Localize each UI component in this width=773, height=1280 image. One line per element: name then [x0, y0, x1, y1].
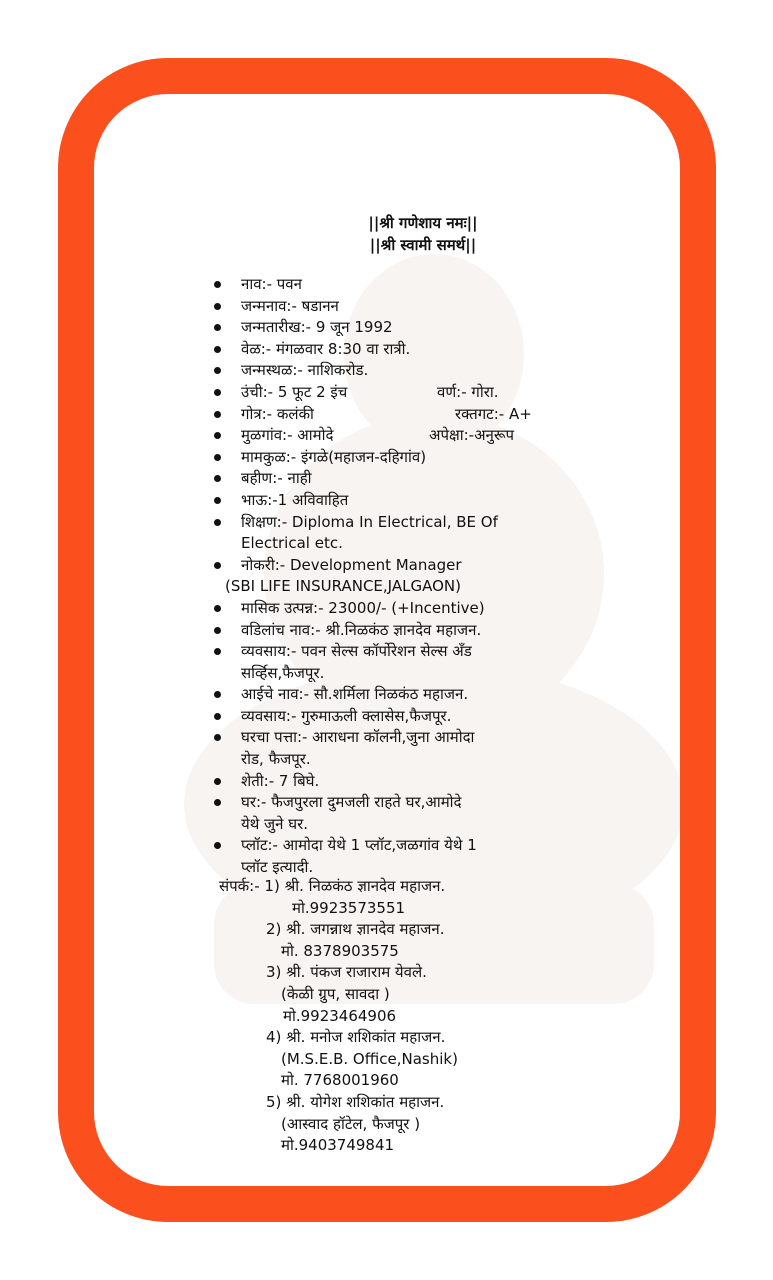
father-name-item: वडिलांच नाव:- श्री.निळकंठ ज्ञानदेव महाजन. — [207, 620, 627, 642]
blood-group-text: रक्तगट:- A+ — [455, 404, 532, 423]
birth-name-item: जन्मनाव:- षडानन — [207, 296, 627, 318]
father-business-item — [207, 641, 627, 684]
address-line-1: घरचा पत्ता:- आराधना कॉलनी,जुना आमोदा — [241, 728, 475, 747]
mother-name-item: आईचे नाव:- सौ.शर्मिला निळकंठ महाजन. — [207, 684, 627, 706]
contact-5-note: (आस्वाद हॉटेल, फैजपूर ) — [281, 1114, 421, 1133]
contact-5-name: 5) श्री. योगेश शशिकांत महाजन. — [266, 1092, 445, 1111]
education-line-2: Electrical etc. — [241, 534, 343, 553]
sister-item: बहीण:- नाही — [207, 468, 627, 490]
father-business-line-1: व्यवसाय:- पवन सेल्स कॉर्पोरेशन सेल्स अँड — [241, 642, 472, 661]
job-line-1: नोकरी:- Development Manager — [241, 555, 462, 574]
invocation-ganesh: ||श्री गणेशाय नमः|| — [368, 214, 478, 232]
contact-1-name: संपर्क:- 1) श्री. निळकंठ ज्ञानदेव महाजन. — [219, 877, 446, 895]
mother-business-item: व्यवसाय:- गुरुमाऊली क्लासेस,फैजपूर. — [207, 706, 627, 728]
house-item — [207, 792, 627, 835]
education-item — [207, 512, 627, 555]
gotra-blood-item — [207, 404, 627, 426]
expectation-text: अपेक्षा:-अनुरूप — [429, 426, 515, 445]
contact-3-phone: मो.9923464906 — [283, 1006, 397, 1025]
birth-date-item: जन्मतारीख:- 9 जून 1992 — [207, 317, 627, 339]
contact-1-phone: मो.9923573551 — [292, 898, 406, 917]
invocation-swami-samarth: ||श्री स्वामी समर्थ|| — [369, 236, 477, 254]
address-line-2: रोड, फैजपूर. — [241, 750, 311, 769]
name-item: नाव:- पवन — [207, 274, 627, 296]
native-place-text: मुळगांव:- आमोदे — [241, 426, 334, 445]
plot-line-1: प्लॉट:- आमोदा येथे 1 प्लॉट,जळगांव येथे 1 — [241, 836, 477, 855]
complexion-text: वर्ण:- गोरा. — [437, 382, 499, 401]
job-line-2: (SBI LIFE INSURANCE,JALGAON) — [225, 577, 461, 596]
farm-item: शेती:- 7 बिघे. — [207, 771, 627, 793]
contact-3-note: (केळी ग्रुप, सावदा ) — [281, 984, 390, 1003]
income-item: मासिक उत्पन्न:- 23000/- (+Incentive) — [207, 598, 627, 620]
biodata-list — [207, 274, 627, 879]
native-expectation-item — [207, 425, 627, 447]
brother-item: भाऊ:-1 अविवाहित — [207, 490, 627, 512]
education-line-1: शिक्षण:- Diploma In Electrical, BE Of — [241, 512, 498, 531]
contact-3-name: 3) श्री. पंकज राजाराम येवले. — [266, 963, 427, 982]
contact-5-phone: मो.9403749841 — [281, 1136, 395, 1155]
plot-item — [207, 835, 627, 878]
birth-place-item: जन्मस्थळ:- नाशिकरोड. — [207, 360, 627, 382]
birth-time-item: वेळ:- मंगळवार 8:30 वा रात्री. — [207, 339, 627, 361]
contact-4-name: 4) श्री. मनोज शशिकांत महाजन. — [266, 1028, 446, 1047]
address-item — [207, 727, 627, 770]
house-line-2: येथे जुने घर. — [241, 814, 309, 833]
contact-4-phone: मो. 7768001960 — [281, 1071, 399, 1090]
father-business-line-2: सर्व्हिस,फैजपूर. — [241, 663, 325, 682]
plot-line-2: प्लॉट इत्यादी. — [241, 858, 314, 877]
contact-2-name: 2) श्री. जगन्नाथ ज्ञानदेव महाजन. — [266, 920, 445, 939]
contact-4-note: (M.S.E.B. Office,Nashik) — [281, 1049, 458, 1068]
house-line-1: घर:- फैजपुरला दुमजली राहते घर,आमोदे — [241, 793, 462, 812]
biodata-frame — [58, 58, 716, 1222]
height-complexion-item — [207, 382, 627, 404]
contact-section — [219, 876, 639, 1157]
job-item — [207, 555, 627, 598]
contact-2-phone: मो. 8378903575 — [281, 941, 399, 960]
maternal-family-item: मामकुळ:- इंगळे(महाजन-दहिगांव) — [207, 447, 627, 469]
gotra-text: गोत्र:- कलंकी — [241, 404, 314, 423]
height-text: उंची:- 5 फूट 2 इंच — [241, 382, 348, 401]
